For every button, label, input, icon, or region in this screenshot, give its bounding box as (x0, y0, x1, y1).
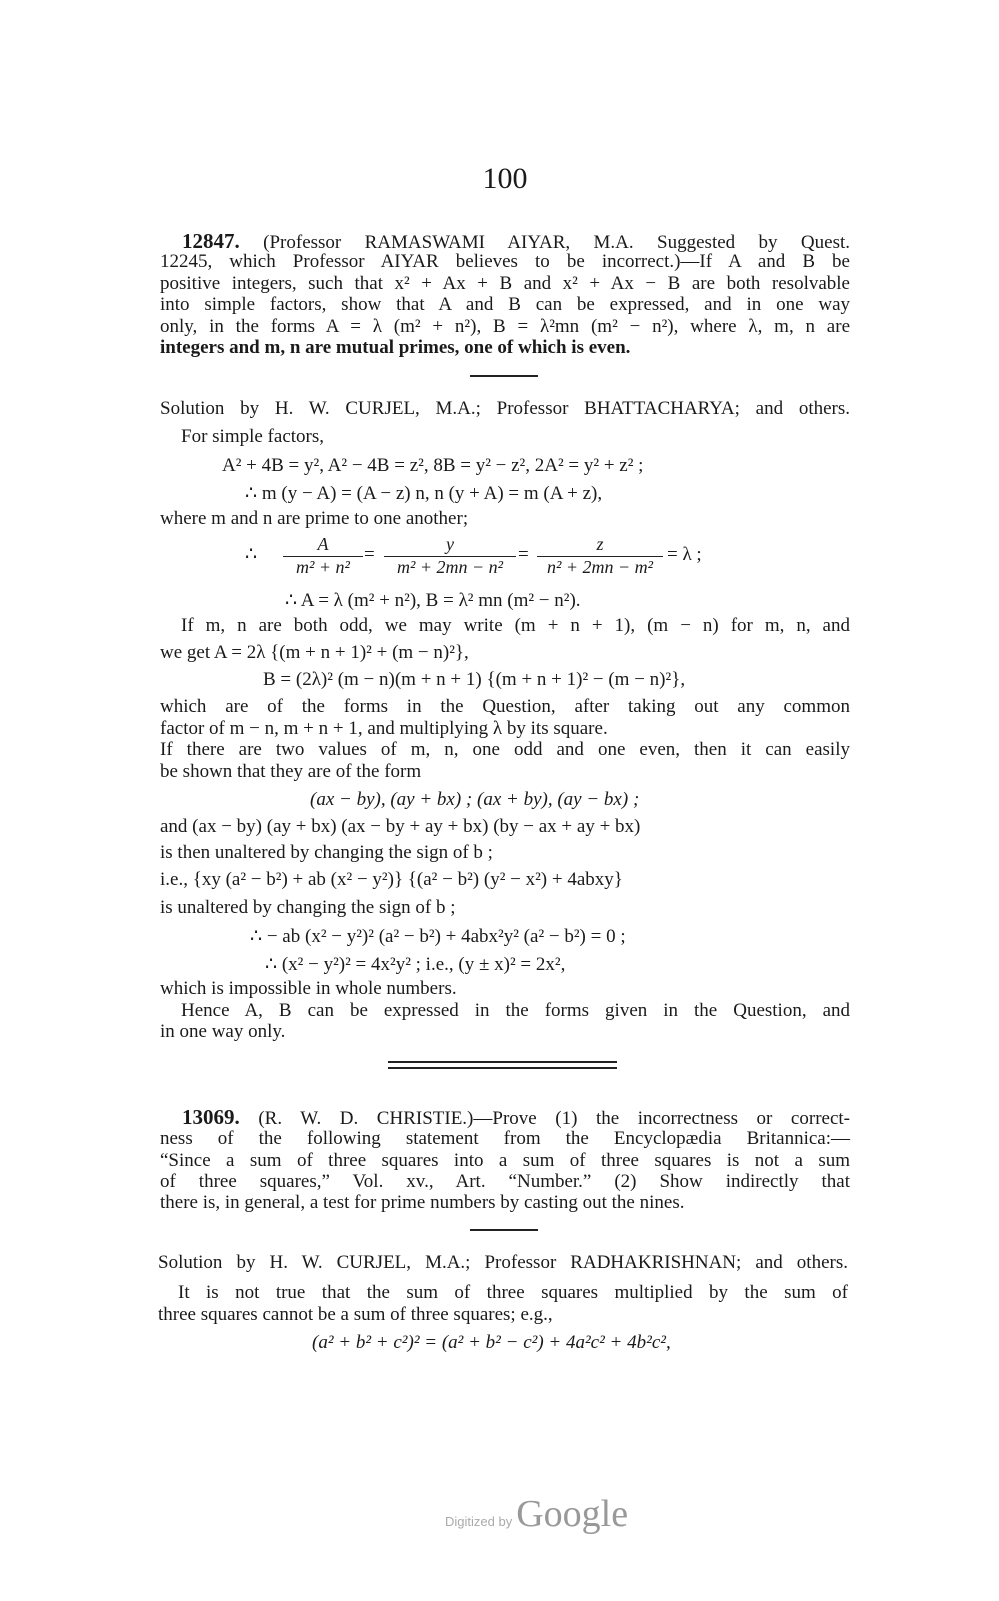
text-line: If m, n are both odd, we may write (m + n + 1), (m − n) for m, n, and (181, 615, 850, 636)
equation: B = (2λ)² (m − n)(m + n + 1) {(m + n + 1)² − (m − n)²}, (263, 669, 686, 690)
text-line: only, in the forms A = λ (m² + n²), B = λ²mn (m² − n²), where λ, m, n are (160, 316, 850, 337)
text-line: into simple factors, show that A and B can be expressed, and in one way (160, 294, 850, 315)
text-line: which are of the forms in the Question, after taking out any common (160, 696, 850, 717)
text-line: If there are two values of m, n, one odd and one even, then it can easily (160, 739, 850, 760)
page-number: 100 (482, 162, 528, 195)
equation: (ax − by), (ay + bx) ; (ax + by), (ay − bx) ; (310, 789, 640, 810)
divider (470, 1229, 538, 1231)
text-line: (Professor RAMASWAMI AIYAR, M.A. Suggested by Quest. (263, 232, 851, 253)
double-divider-bottom (388, 1067, 617, 1069)
text-line: ness of the following statement from the Encyclopædia Britannica:— (160, 1128, 850, 1149)
text-line: which is impossible in whole numbers. (160, 978, 457, 999)
text-line: integers and m, n are mutual primes, one of which is even. (160, 337, 631, 358)
text-line: be shown that they are of the form (160, 761, 422, 782)
question-number: 13069. (182, 1105, 240, 1129)
text-line: where m and n are prime to one another; (160, 508, 469, 529)
equation: i.e., {xy (a² − b²) + ab (x² − y²)} {(a² − b²) (y² − x²) + 4abxy} (160, 869, 623, 890)
equation: (a² + b² + c²)² = (a² + b² − c²) + 4a²c² + 4b²c², (312, 1332, 671, 1353)
text-line: in one way only. (160, 1021, 286, 1042)
equation: ∴ A = λ (m² + n²), B = λ² mn (m² − n²). (285, 590, 581, 611)
text-line: is unaltered by changing the sign of b ; (160, 897, 456, 918)
text-line: For simple factors, (181, 426, 325, 447)
text-line: (R. W. D. CHRISTIE.)—Prove (1) the incorrectness or correct- (258, 1108, 850, 1129)
solution-header: Solution by H. W. CURJEL, M.A.; Professor BHATTACHARYA; and others. (160, 398, 850, 419)
text-line: “Since a sum of three squares into a sum of three squares is not a sum (160, 1150, 850, 1171)
google-watermark: Digitized by Google (445, 1493, 629, 1535)
text-line: It is not true that the sum of three squares multiplied by the sum of (178, 1282, 848, 1303)
divider (470, 375, 538, 377)
text-line: is then unaltered by changing the sign of b ; (160, 842, 493, 863)
equation: ∴ m (y − A) = (A − z) n, n (y + A) = m (A + z), (245, 483, 603, 504)
equation: we get A = 2λ {(m + n + 1)² + (m − n)²}, (160, 642, 469, 663)
text-line: of three squares,” Vol. xv., Art. “Number.” (2) Show indirectly that (160, 1171, 850, 1192)
text-line: positive integers, such that x² + Ax + B and x² + Ax − B are both resolvable (160, 273, 850, 294)
google-logo: Google (516, 1493, 629, 1535)
text-line: Hence A, B can be expressed in the forms given in the Question, and (181, 1000, 850, 1021)
equation: and (ax − by) (ay + bx) (ax − by + ay + bx) (by − ax + ay + bx) (160, 816, 641, 837)
double-divider-top (388, 1061, 617, 1063)
text-line: 12245, which Professor AIYAR believes to be incorrect.)—If A and B be (160, 251, 850, 272)
solution-header: Solution by H. W. CURJEL, M.A.; Professor RADHAKRISHNAN; and others. (158, 1252, 848, 1273)
equation: ∴ (x² − y²)² = 4x²y² ; i.e., (y ± x)² = 2x², (265, 954, 566, 975)
question-number: 12847. (182, 229, 240, 253)
equation: A² + 4B = y², A² − 4B = z², 8B = y² − z², 2A² = y² + z² ; (222, 455, 644, 476)
text-line: there is, in general, a test for prime numbers by casting out the nines. (160, 1192, 685, 1213)
text-line: factor of m − n, m + n + 1, and multiplying λ by its square. (160, 718, 608, 739)
text-line: three squares cannot be a sum of three squares; e.g., (158, 1304, 553, 1325)
equation: ∴ − ab (x² − y²)² (a² − b²) + 4abx²y² (a² − b²) = 0 ; (250, 926, 626, 947)
